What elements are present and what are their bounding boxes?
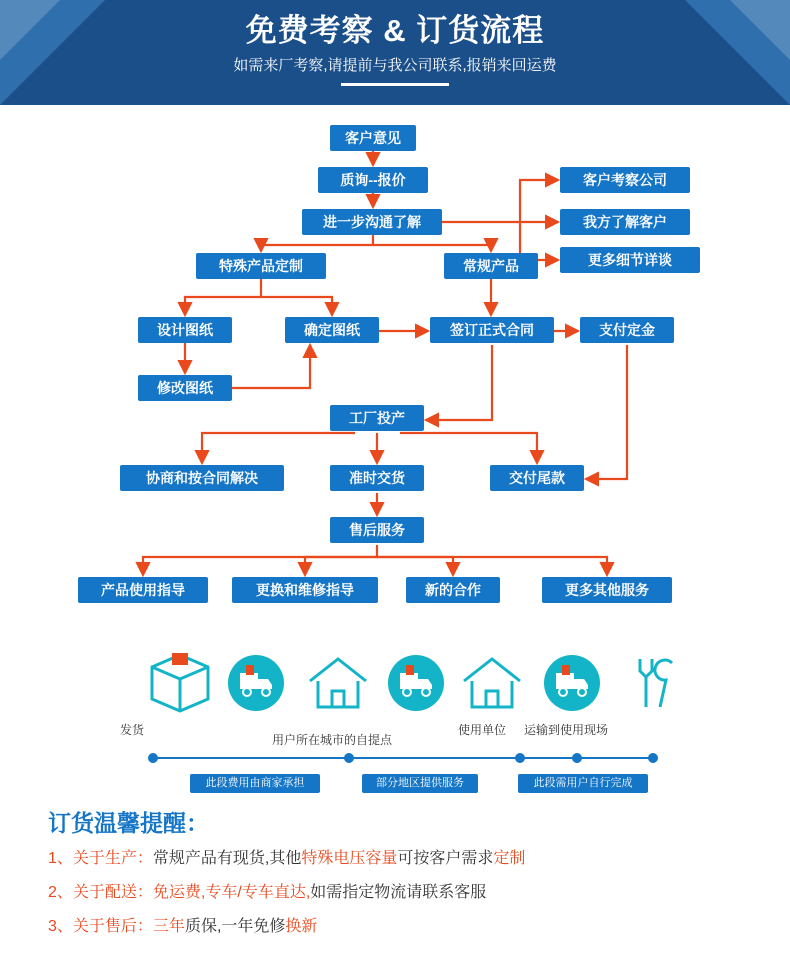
flow-node-n17[interactable]: 交付尾款 <box>490 465 584 491</box>
flow-node-n15[interactable]: 协商和按合同解决 <box>120 465 284 491</box>
flow-node-n13[interactable]: 修改图纸 <box>138 375 232 401</box>
flow-node-n21[interactable]: 新的合作 <box>406 577 500 603</box>
note-highlight: 换新 <box>285 918 318 935</box>
house-icon <box>310 659 366 707</box>
flow-node-n1[interactable]: 客户意见 <box>330 125 416 151</box>
flow-node-n20[interactable]: 更换和维修指导 <box>232 577 378 603</box>
flow-node-n7[interactable]: 特殊产品定制 <box>196 253 326 279</box>
flow-node-n10[interactable]: 确定图纸 <box>285 317 379 343</box>
house-icon <box>464 659 520 707</box>
note-row <box>48 848 790 870</box>
page-header <box>0 0 790 105</box>
truck-icon <box>228 655 284 711</box>
timeline-tag-2: 此段需用户自行完成 <box>518 774 648 793</box>
flow-node-n6[interactable]: 更多细节详谈 <box>560 247 700 273</box>
note-key: 关于生产： <box>72 850 153 867</box>
timeline-dot <box>515 753 525 763</box>
page-subtitle: 如需来厂考察,请提前与我公司联系,报销来回运费 <box>233 57 557 74</box>
timeline-dot <box>344 753 354 763</box>
header-divider <box>341 83 449 86</box>
note-highlight: 免运费,专车/专车直达, <box>152 884 311 901</box>
notes-title: 订货温馨提醒： <box>48 810 209 836</box>
timeline-dot <box>572 753 582 763</box>
delivery-label-0: 发货 <box>120 723 145 737</box>
timeline-dot <box>148 753 158 763</box>
flow-node-n11[interactable]: 签订正式合同 <box>430 317 554 343</box>
timeline-tag-1: 部分地区提供服务 <box>362 774 478 793</box>
flow-node-n19[interactable]: 产品使用指导 <box>78 577 208 603</box>
order-notes <box>0 795 790 938</box>
truck-icon <box>388 655 444 711</box>
flow-node-n4[interactable]: 客户考察公司 <box>560 167 690 193</box>
delivery-label-2: 使用单位 <box>458 723 507 737</box>
flow-node-n8[interactable]: 常规产品 <box>444 253 538 279</box>
delivery-icons <box>0 645 790 795</box>
flow-node-n5[interactable]: 我方了解客户 <box>560 209 690 235</box>
flow-node-n14[interactable]: 工厂投产 <box>330 405 424 431</box>
note-key: 关于售后： <box>72 918 153 935</box>
note-number: 2、 <box>48 884 73 901</box>
flow-node-n16[interactable]: 准时交货 <box>330 465 424 491</box>
note-text: 质保,一年免修 <box>184 918 286 935</box>
truck-icon <box>544 655 600 711</box>
timeline-dot <box>648 753 658 763</box>
flow-node-n3[interactable]: 进一步沟通了解 <box>302 209 442 235</box>
flow-node-n9[interactable]: 设计图纸 <box>138 317 232 343</box>
delivery-timeline <box>0 645 790 795</box>
note-key: 关于配送： <box>72 884 153 901</box>
note-row <box>48 916 790 938</box>
flow-node-n22[interactable]: 更多其他服务 <box>542 577 672 603</box>
box-icon <box>152 653 208 711</box>
order-flow-diagram <box>0 105 790 645</box>
note-highlight: 三年 <box>152 918 185 935</box>
flow-node-n2[interactable]: 质询--报价 <box>318 167 428 193</box>
note-highlight: 定制 <box>493 850 526 867</box>
note-number: 1、 <box>48 850 73 867</box>
timeline-tag-0: 此段费用由商家承担 <box>190 774 320 793</box>
note-text: 常规产品有现货,其他 <box>152 850 302 867</box>
delivery-label-1: 用户所在城市的自提点 <box>272 733 393 747</box>
wrench-icon <box>640 659 672 707</box>
note-text: 如需指定物流请联系客服 <box>310 884 487 901</box>
note-number: 3、 <box>48 918 73 935</box>
page-title: 免费考察 & 订货流程 <box>245 13 545 48</box>
note-text: 可按客户需求 <box>397 850 494 867</box>
delivery-label-3: 运输到使用现场 <box>524 723 609 737</box>
flow-node-n12[interactable]: 支付定金 <box>580 317 674 343</box>
flow-node-n18[interactable]: 售后服务 <box>330 517 424 543</box>
note-highlight: 特殊电压容量 <box>301 850 398 867</box>
note-row <box>48 882 790 904</box>
